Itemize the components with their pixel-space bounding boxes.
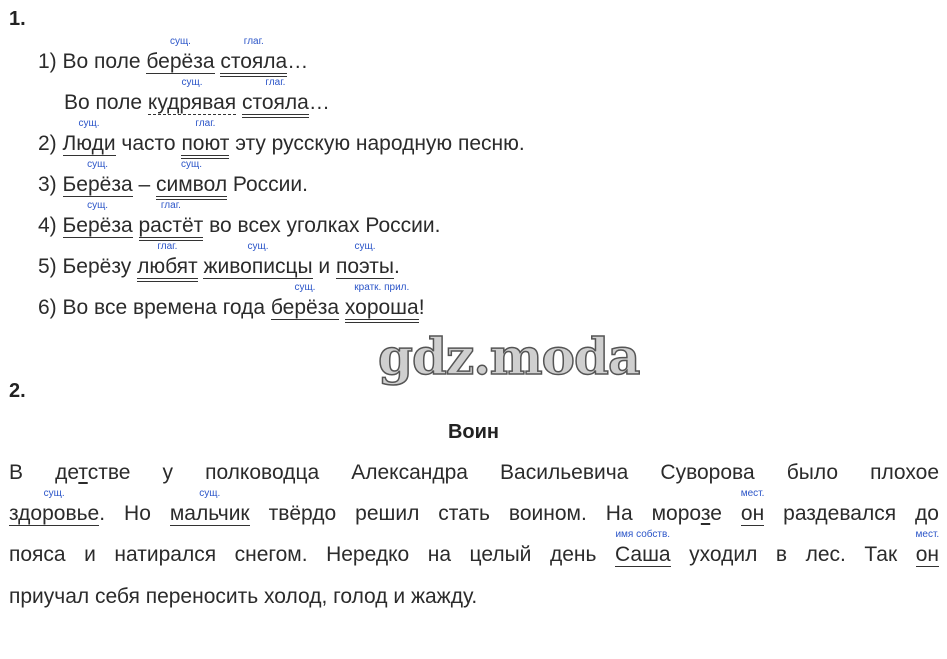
subject-word: Люди [62, 132, 116, 155]
noun-word [147, 77, 237, 116]
text: В де [9, 461, 79, 484]
predicate-word: любят [137, 256, 198, 282]
exercise-1-number: 1. [9, 8, 26, 30]
paragraph-line-2 [9, 488, 939, 527]
subject-word: Берёза [62, 173, 133, 196]
noun-word [169, 488, 250, 527]
text: раздевался до [764, 502, 939, 525]
subject-word: Берёза [62, 214, 133, 237]
noun-word [203, 241, 313, 280]
predicate-word: поют [181, 133, 229, 159]
text: ко на целый день [388, 543, 615, 566]
noun-word [62, 159, 133, 198]
text: – [132, 173, 157, 196]
subject-word: Саша [614, 543, 671, 566]
checked-letter: т [78, 461, 88, 484]
predicate-word: символ [156, 174, 227, 200]
pos-label: сущ. [87, 200, 109, 211]
text: и жажду. [387, 585, 478, 608]
sentence-2 [38, 118, 525, 159]
text: 6) Во все времена года [38, 296, 271, 319]
verb-word [181, 118, 230, 159]
text: … [308, 91, 330, 114]
text: твёрдо решил стать воином. На моро [249, 502, 701, 525]
subject-word: поэты [335, 255, 395, 278]
text: . [394, 255, 400, 278]
text: эту русскую народную песню. [229, 132, 525, 155]
pos-label: сущ. [43, 488, 65, 499]
text-title: Воин [447, 421, 500, 443]
paragraph-line-4 [9, 584, 939, 610]
pos-label: сущ. [87, 159, 109, 170]
verb-word [137, 241, 198, 282]
noun-word [156, 159, 228, 200]
noun-word [146, 36, 215, 75]
pos-label: мест. [740, 488, 765, 499]
checked-letter: д [375, 543, 389, 566]
underlined-word: здоровье [9, 502, 100, 525]
noun-word [62, 200, 133, 239]
adjective-word [344, 282, 419, 323]
sentence-3 [38, 159, 308, 200]
noun-word [335, 241, 395, 280]
sentence-4 [38, 200, 441, 241]
pos-label: сущ. [78, 118, 100, 129]
pronoun-word [915, 529, 940, 568]
subject-word: мальчик [169, 502, 250, 525]
text: России. [227, 173, 308, 196]
checked-letter: д [283, 461, 296, 484]
sentence-5 [38, 241, 400, 282]
text: часто [115, 132, 182, 155]
pronoun-word [740, 488, 765, 527]
pos-label: сущ. [169, 36, 191, 47]
text: Во поле [64, 91, 148, 114]
modifier-word: кудрявая [147, 91, 237, 114]
checked-letter: з [700, 502, 711, 525]
pos-label: кратк. прил. [354, 282, 410, 293]
predicate-word: стояла [220, 51, 287, 77]
verb-word [242, 77, 309, 118]
noun-word [270, 282, 340, 321]
checked-letter: д [309, 585, 322, 608]
predicate-word: стояла [242, 92, 309, 118]
noun-word [62, 118, 116, 157]
subject-word: берёза [270, 296, 340, 319]
pos-label: сущ. [181, 159, 203, 170]
text: 5) Берёзу [38, 255, 138, 278]
sentence-6 [38, 282, 425, 323]
text: приучал себя переносить холо [9, 585, 310, 608]
text: пояса и натирался снегом. Нере [9, 543, 376, 566]
text: е [710, 502, 741, 525]
pos-label: сущ. [181, 77, 203, 88]
text: 1) Во поле [38, 50, 147, 73]
pos-label: сущ. [199, 488, 221, 499]
text: стве у полково [87, 461, 284, 484]
text: ! [418, 296, 425, 319]
text: 3) [38, 173, 63, 196]
noun-word [9, 488, 100, 527]
pos-label: глаг. [243, 36, 264, 47]
text: … [287, 50, 309, 73]
text: , голо [321, 585, 376, 608]
text: и [312, 255, 336, 278]
pos-label: мест. [915, 529, 940, 540]
pos-label: глаг. [160, 200, 181, 211]
exercise-2-number: 2. [9, 380, 26, 402]
paragraph-line-3 [9, 529, 940, 568]
pos-label: сущ. [247, 241, 269, 252]
pos-label: глаг. [265, 77, 286, 88]
paragraph-line-1 [9, 460, 939, 486]
sentence-1b [64, 77, 330, 118]
sentence-1 [38, 36, 309, 77]
predicate-word: растёт [139, 215, 204, 241]
subject-word: он [740, 502, 765, 525]
pos-label: сущ. [294, 282, 316, 293]
text: 4) [38, 214, 63, 237]
watermark: gdz.moda [378, 327, 640, 386]
text: во всех уголках России. [203, 214, 441, 237]
subject-word: берёза [146, 50, 215, 73]
subject-word: он [915, 543, 939, 566]
text: 2) [38, 132, 63, 155]
subject-word: живописцы [203, 255, 313, 278]
pos-label: сущ. [354, 241, 376, 252]
pos-label: глаг. [195, 118, 216, 129]
predicate-word: хороша [345, 297, 419, 323]
text: уходил в лес. Так [670, 543, 916, 566]
pos-label: глаг. [157, 241, 178, 252]
checked-letter: д [375, 585, 388, 608]
text: . Но [99, 502, 170, 525]
verb-word [220, 36, 288, 77]
text: ца Александра Васильевича Суворова было плохое [295, 461, 939, 484]
pos-label: имя собств. [615, 529, 671, 540]
proper-noun-word [614, 529, 671, 568]
verb-word [138, 200, 204, 241]
